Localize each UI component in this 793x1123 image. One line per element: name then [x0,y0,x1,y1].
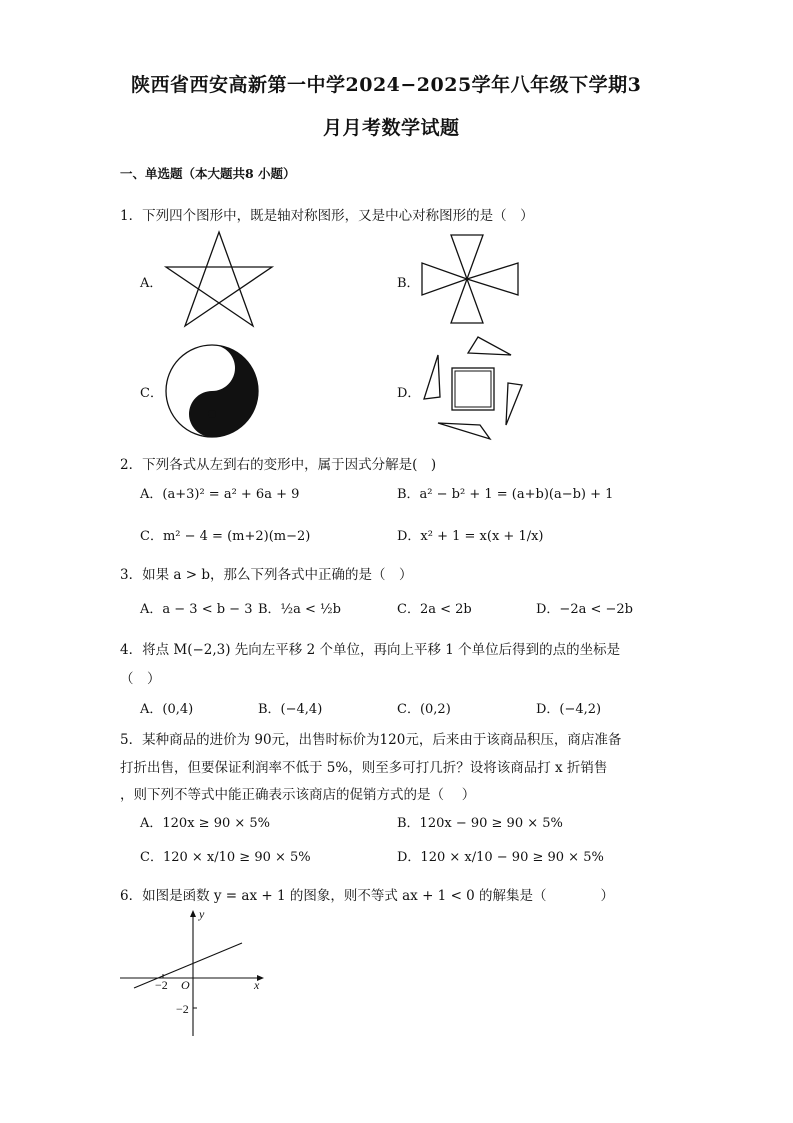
graph-y-label: y [199,907,205,921]
pentagram-figure [163,230,275,328]
graph-x-tick-label: −2 [155,978,168,992]
question-6-stem: 6．如图是函数 y = ax + 1 的图象，则不等式 ax + 1 < 0 的解集是（ ） [120,888,615,904]
q4-option-d: D．(−4,2) [536,702,602,717]
linear-function-graph [118,908,268,1040]
question-2-stem: 2．下列各式从左到右的变形中，属于因式分解是( ) [120,457,437,473]
question-4-stem: 4．将点 M(−2,3) 先向左平移 2 个单位，再向上平移 1 个单位后得到的点的坐标是 [120,642,621,658]
question-1-stem: 1．下列四个图形中，既是轴对称图形，又是中心对称图形的是（ ） [120,208,534,224]
q5-option-a: A．120x ≥ 90 × 5% [140,816,271,831]
q5-option-b: B．120x − 90 ≥ 90 × 5% [397,816,563,831]
q1-label-b: B． [397,276,420,291]
q2-option-c: C．m² − 4 = (m+2)(m−2) [140,529,311,544]
question-4-stem-cont: （ ） [120,671,161,687]
q5-option-c: C．120 × x/10 ≥ 90 × 5% [140,850,311,865]
q2-option-a: A．(a+3)² = a² + 6a + 9 [140,487,300,502]
yin-yang-figure [164,343,260,439]
q4-option-c: C．(0,2) [397,702,451,717]
graph-origin-label: O [181,978,190,992]
graph-x-label: x [254,978,260,992]
q3-option-c: C．2a < 2b [397,602,472,617]
graph-y-tick-label: −2 [176,1002,189,1016]
q4-option-b: B．(−4,4) [258,702,323,717]
q3-option-d: D．−2a < −2b [536,602,633,617]
page-title-line1: 陕西省西安高新第一中学2024−2025学年八年级下学期3 [131,74,642,96]
q1-label-c: C． [140,386,163,401]
page-title-line2: 月月考数学试题 [323,117,460,139]
q1-label-a: A． [140,276,163,291]
q2-option-b: B．a² − b² + 1 = (a+b)(a−b) + 1 [397,487,614,502]
q1-label-d: D． [397,386,421,401]
q2-option-d: D．x² + 1 = x(x + 1/x) [397,529,544,544]
q4-option-a: A．(0,4) [140,702,194,717]
q3-option-b: B．½a < ½b [258,602,341,617]
question-5-stem-line1: 5．某种商品的进价为 90元，出售时标价为120元，后来由于该商品积压，商店准备 [120,732,622,748]
square-triangles-figure [420,335,526,443]
bowtie-cross-figure [420,233,520,325]
q5-option-d: D．120 × x/10 − 90 ≥ 90 × 5% [397,850,604,865]
q3-option-a: A．a − 3 < b − 3 [140,602,253,617]
section-heading: 一、单选题（本大题共8 小题） [120,166,296,181]
question-3-stem: 3．如果 a > b，那么下列各式中正确的是（ ） [120,567,413,583]
question-5-stem-line2: 打折出售，但要保证利润率不低于 5%，则至多可打几折？设将该商品打 x 折销售 [120,760,608,776]
question-5-stem-line3: ，则下列不等式中能正确表示该商店的促销方式的是（ ） [120,787,476,803]
